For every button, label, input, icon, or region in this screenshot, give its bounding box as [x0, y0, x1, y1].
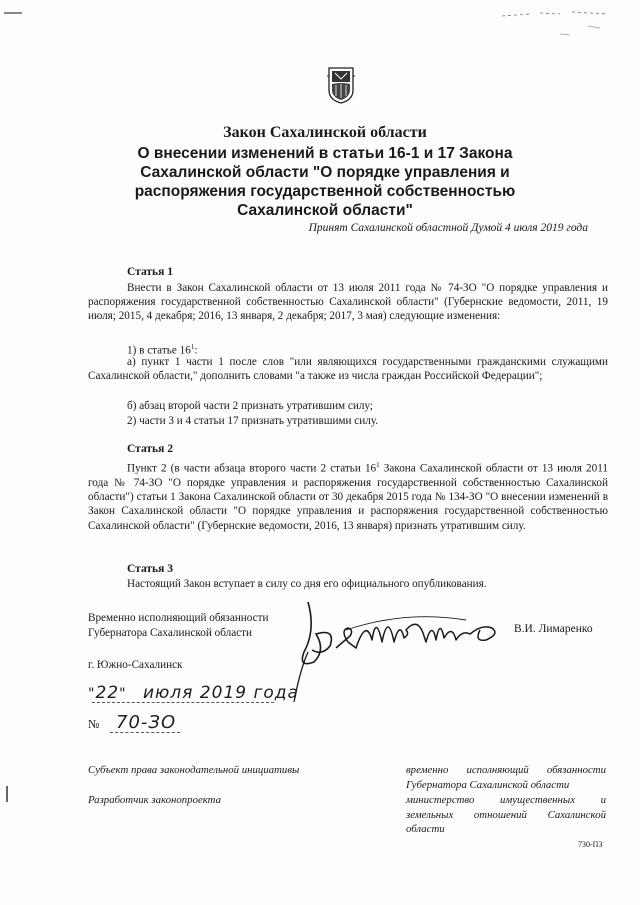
item-1-text: 1) в статье 16 [127, 344, 191, 357]
signatory-name: В.И. Лимаренко [514, 623, 593, 635]
scan-mark-top-right [500, 4, 610, 44]
law-subtitle [100, 144, 550, 220]
article-1-heading: Статья 1 [127, 266, 173, 278]
position-line-1: Временно исполняющий обязанности [88, 612, 269, 624]
handwritten-date [88, 683, 299, 703]
article-3-heading: Статья 3 [127, 563, 173, 575]
article-1-item-1b: б) абзац второй части 2 признать утратившим силу; [127, 400, 374, 412]
place-of-signing: г. Южно-Сахалинск [88, 659, 183, 671]
date-underline [92, 702, 274, 703]
article-2-text-start: Пункт 2 (в части абзаца второго части 2 статьи 16 [127, 462, 377, 475]
initiative-subject-value: временно исполняющий обязанности Губернатора Сахалинской области [406, 764, 606, 791]
scan-mark-side [6, 786, 8, 802]
subtitle-line: О внесении изменений в статьи 16-1 и 17 Закона [137, 145, 513, 162]
article-1-item-1a: а) пункт 1 части 1 после слов "или являющихся государственными гражданскими служащими Сахалинской области," дополнить словами "а также из числа граждан Российской Федерации"; [88, 356, 608, 383]
article-2-text [88, 458, 608, 533]
date-day: 22 [95, 683, 120, 703]
item-1-superscript: 1 [190, 343, 195, 351]
scan-mark-left [4, 12, 22, 14]
article-2-superscript: 1 [376, 461, 380, 469]
subtitle-line: Сахалинской области" [237, 202, 413, 219]
developer-value: министерство имущественных и земельных отношений Сахалинской области [406, 794, 606, 835]
number-prefix: № [88, 717, 100, 731]
date-open-quote: " [88, 686, 96, 702]
document-code: 730-ПЗ [578, 840, 603, 849]
subtitle-line: Сахалинской области "О порядке управления и [140, 164, 510, 181]
law-title: Закон Сахалинской области [223, 124, 427, 141]
signatory-position [88, 611, 269, 641]
item-1-colon: : [194, 344, 198, 357]
number-underline [110, 732, 180, 733]
date-close-quote: " [119, 686, 127, 702]
adoption-note: Принят Сахалинской областной Думой 4 июля 2019 года [308, 222, 588, 234]
initiative-subject-label: Субъект права законодательной инициативы [88, 764, 300, 776]
article-2-text-rest: Закона Сахалинской области от 13 июля 2011 года № 74-ЗО "О порядке управления и распоряжения государственной собственностью Сахалинской области") статьи 1 Закона Сахалинской области от 30 декабря 2015 года № 134-ЗО "О внесении изменений в Закон Сахалинской области "О порядке управления и распоряжения государственной собственностью Сахалинской области" (Губернские ведомости, 2016, 13 января) признать утратившим силу. [88, 462, 608, 532]
position-line-2: Губернатора Сахалинской области [88, 627, 253, 639]
article-1-item-2: 2) части 3 и 4 статьи 17 признать утратившими силу. [127, 415, 379, 427]
coat-of-arms-emblem [327, 66, 355, 104]
developer-label: Разработчик законопроекта [88, 794, 221, 806]
document-number: 70-ЗО [116, 712, 177, 733]
subtitle-line: распоряжения государственной собственностью [134, 183, 516, 200]
article-3-text: Настоящий Закон вступает в силу со дня его официального опубликования. [127, 578, 487, 590]
date-month-year: июля 2019 года [142, 683, 299, 703]
article-2-heading: Статья 2 [127, 443, 173, 455]
handwritten-signature [286, 590, 511, 710]
article-1-intro: Внести в Закон Сахалинской области от 13 июля 2011 года № 74-ЗО "О порядке управления и распоряжения государственной собственностью Сахалинской области" (Губернские ведомости, 2011, 19 июля; 2015, 4 декабря; 2016, 13 января, 2 декабря; 2017, 3 мая) следующие изменения: [88, 282, 608, 323]
